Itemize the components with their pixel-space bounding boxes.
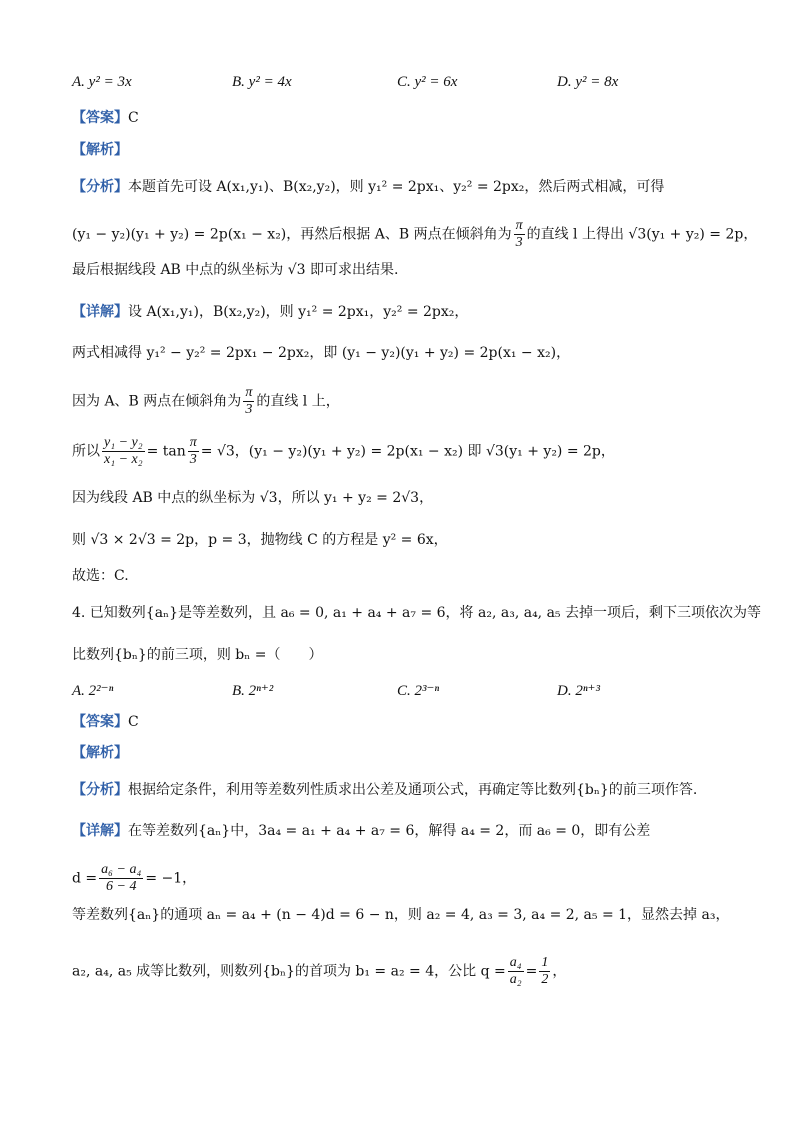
detail-text: ， xyxy=(552,963,567,980)
fenxi-text: 根据给定条件，利用等差数列性质求出公差及通项公式，再确定等比数列{bₙ}的前三项作答. xyxy=(128,782,698,798)
q3-detail-line-2: 两式相减得 y₁² − y₂² = 2px₁ − 2px₂，即 (y₁ − y₂)(y₁ + y₂) = 2p(x₁ − x₂)， xyxy=(72,345,571,361)
q3-detail-line-5: 因为线段 AB 中点的纵坐标为 √3，所以 y₁ + y₂ = 2√3， xyxy=(72,490,434,506)
detail-tag: 【详解】 xyxy=(72,823,128,839)
fraction-numerator: y₁ − y₂ xyxy=(104,435,143,450)
fraction-numerator: π xyxy=(189,435,197,450)
fenxi-tag: 【分析】 xyxy=(72,782,128,798)
fraction-denominator: 3 xyxy=(515,235,523,250)
q3-detail-line-4 xyxy=(72,435,615,468)
q4-answer xyxy=(72,712,139,732)
detail-text: 在等差数列{aₙ}中，3a₄ = a₁ + a₄ + a₇ = 6，解得 a₄ = 2，而 a₆ = 0，即有公差 xyxy=(128,823,651,839)
q4-option-b: B. 2ⁿ⁺² xyxy=(232,683,274,699)
detail-text: = tan xyxy=(146,443,186,460)
q4-detail-line-1 xyxy=(72,821,650,841)
fraction-numerator: 1 xyxy=(541,955,549,970)
fraction-ratio xyxy=(508,955,524,988)
q3-fenxi-line-3: 最后根据线段 AB 中点的纵坐标为 √3 即可求出结果. xyxy=(72,262,399,278)
answer-tag: 【答案】 xyxy=(72,714,128,730)
q3-option-c: C. y² = 6x xyxy=(397,74,458,90)
q4-option-d: D. 2ⁿ⁺³ xyxy=(557,683,600,699)
detail-text: = −1， xyxy=(145,870,197,887)
fraction-pi-over-3 xyxy=(243,385,254,418)
q4-analysis-heading xyxy=(72,743,128,763)
fraction-numerator: π xyxy=(245,385,253,400)
q4-stem-line-2: 比数列{bₙ}的前三项，则 bₙ =（ ） xyxy=(72,647,323,663)
fraction-denominator: x₁ − x₂ xyxy=(104,452,143,467)
fraction-denominator: a₂ xyxy=(509,972,522,987)
detail-tag: 【详解】 xyxy=(72,304,128,320)
answer-value: C xyxy=(128,110,139,126)
fraction-denominator: 3 xyxy=(189,452,197,467)
q4-option-c: C. 2³⁻ⁿ xyxy=(397,683,440,699)
answer-value: C xyxy=(128,714,139,730)
q3-option-b: B. y² = 4x xyxy=(232,74,292,90)
q4-detail-line-4 xyxy=(72,955,566,988)
detail-text: 因为 A、B 两点在倾斜角为 xyxy=(72,393,242,410)
q4-fenxi-line xyxy=(72,780,697,800)
q3-option-a: A. y² = 3x xyxy=(72,74,132,90)
detail-text: = √3，(y₁ − y₂)(y₁ + y₂) = 2p(x₁ − x₂) 即 √3(y₁ + y₂) = 2p， xyxy=(200,443,615,460)
analysis-tag: 【解析】 xyxy=(72,745,128,761)
q3-analysis-heading xyxy=(72,140,128,160)
fenxi-text: 本题首先可设 A(x₁,y₁)、B(x₂,y₂)，则 y₁² = 2px₁、y₂² = 2px₂，然后两式相减，可得 xyxy=(128,179,665,195)
q4-option-a: A. 2²⁻ⁿ xyxy=(72,683,114,699)
fenxi-text: 的直线 l 上得出 √3(y₁ + y₂) = 2p， xyxy=(526,226,758,243)
fraction-pi-over-3 xyxy=(514,218,525,251)
q4-stem-line-1: 4. 已知数列{aₙ}是等差数列，且 a₆ = 0, a₁ + a₄ + a₇ = 6，将 a₂, a₃, a₄, a₅ 去掉一项后，剩下三项依次为等 xyxy=(72,605,761,621)
fraction-numerator: a₆ − a₄ xyxy=(101,862,142,877)
fraction-slope xyxy=(102,435,145,468)
q4-detail-line-3: 等差数列{aₙ}的通项 aₙ = a₄ + (n − 4)d = 6 − n，则 a₂ = 4, a₃ = 3, a₄ = 2, a₅ = 1，显然去掉 a₃， xyxy=(72,907,730,923)
q3-answer xyxy=(72,108,139,128)
fenxi-tag: 【分析】 xyxy=(72,179,128,195)
fraction-denominator: 3 xyxy=(245,402,253,417)
q3-detail-line-7: 故选：C. xyxy=(72,568,129,584)
detail-text: d = xyxy=(72,870,98,887)
fraction-pi-over-3 xyxy=(188,435,199,468)
fraction-numerator: a₄ xyxy=(509,955,522,970)
answer-tag: 【答案】 xyxy=(72,110,128,126)
detail-text: 的直线 l 上， xyxy=(256,393,340,410)
fraction-common-difference xyxy=(99,862,143,895)
detail-text: 所以 xyxy=(72,443,100,460)
detail-text: = xyxy=(525,963,538,980)
q3-fenxi-line-2 xyxy=(72,218,757,251)
fraction-denominator: 6 − 4 xyxy=(106,879,137,894)
fraction-numerator: π xyxy=(515,218,523,233)
analysis-tag: 【解析】 xyxy=(72,142,128,158)
q3-option-d: D. y² = 8x xyxy=(557,74,619,90)
fenxi-text: (y₁ − y₂)(y₁ + y₂) = 2p(x₁ − x₂)，再然后根据 A、B 两点在倾斜角为 xyxy=(72,226,512,243)
fraction-one-half xyxy=(539,955,550,988)
q3-detail-line-3 xyxy=(72,385,340,418)
fraction-denominator: 2 xyxy=(541,972,549,987)
q3-detail-line-1 xyxy=(72,302,468,322)
detail-text: 设 A(x₁,y₁)，B(x₂,y₂)，则 y₁² = 2px₁，y₂² = 2px₂， xyxy=(128,304,469,320)
q3-fenxi-line-1 xyxy=(72,177,664,197)
detail-text: a₂, a₄, a₅ 成等比数列，则数列{bₙ}的首项为 b₁ = a₂ = 4，公比 q = xyxy=(72,963,506,980)
q4-detail-line-2 xyxy=(72,862,196,895)
q3-detail-line-6: 则 √3 × 2√3 = 2p，p = 3，抛物线 C 的方程是 y² = 6x， xyxy=(72,532,448,548)
